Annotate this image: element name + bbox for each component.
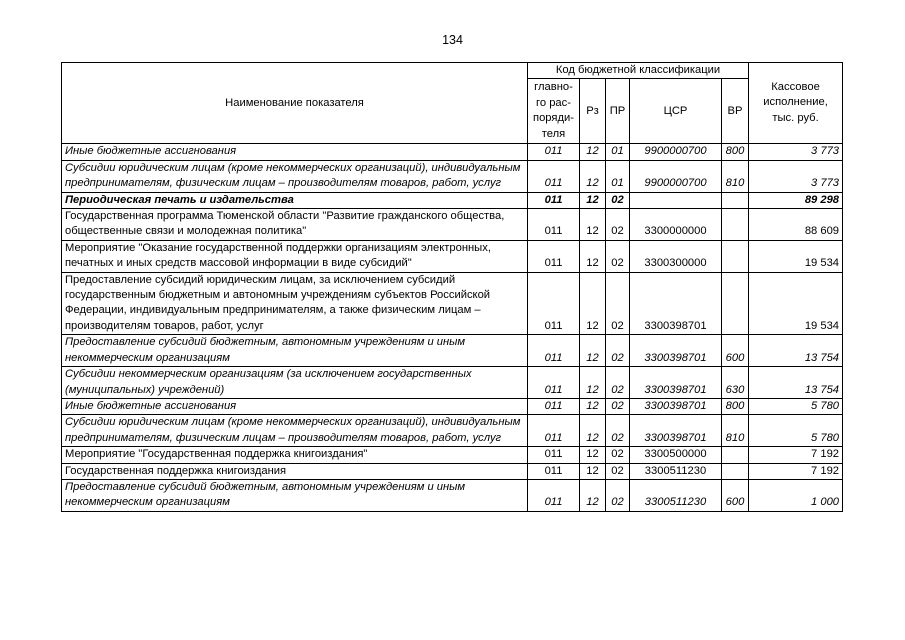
- cell-pr: 02: [606, 479, 630, 511]
- cell-rz: 12: [580, 272, 606, 335]
- cell-pr: 02: [606, 335, 630, 367]
- cell-vr: [722, 192, 749, 208]
- cell-csr: 3300398701: [630, 415, 722, 447]
- table-row: [62, 192, 843, 208]
- table-row: [62, 398, 843, 414]
- cell-vr: 810: [722, 415, 749, 447]
- cell-amount: 13 754: [749, 367, 843, 399]
- cell-rz: 12: [580, 192, 606, 208]
- cell-pr: 02: [606, 209, 630, 241]
- table-row: [62, 144, 843, 160]
- cell-grbs: 011: [528, 272, 580, 335]
- cell-name: Периодическая печать и издательства: [62, 192, 528, 208]
- cell-vr: 600: [722, 335, 749, 367]
- table-row: [62, 479, 843, 511]
- table-header: [62, 63, 843, 144]
- cell-amount: 19 534: [749, 272, 843, 335]
- cell-vr: [722, 209, 749, 241]
- cell-name: Предоставление субсидий бюджетным, автономным учреждениям и иным некоммерческим организациям: [62, 479, 528, 511]
- cell-pr: 02: [606, 367, 630, 399]
- table-body: [62, 144, 843, 511]
- page-number: 134: [442, 33, 463, 47]
- cell-grbs: 011: [528, 415, 580, 447]
- cell-amount: 3 773: [749, 144, 843, 160]
- cell-grbs: 011: [528, 367, 580, 399]
- cell-name: Мероприятие "Государственная поддержка книгоиздания": [62, 447, 528, 463]
- cell-rz: 12: [580, 209, 606, 241]
- cell-name: Предоставление субсидий бюджетным, автономным учреждениям и иным некоммерческим организациям: [62, 335, 528, 367]
- cell-pr: 02: [606, 240, 630, 272]
- table-row: [62, 160, 843, 192]
- cell-rz: 12: [580, 335, 606, 367]
- cell-pr: 02: [606, 447, 630, 463]
- header-grbs: главно- го рас- поряди- теля: [528, 79, 580, 144]
- cell-grbs: 011: [528, 144, 580, 160]
- header-csr: ЦСР: [630, 79, 722, 144]
- cell-grbs: 011: [528, 463, 580, 479]
- cell-csr: 3300398701: [630, 367, 722, 399]
- cell-name: Иные бюджетные ассигнования: [62, 398, 528, 414]
- cell-rz: 12: [580, 240, 606, 272]
- cell-rz: 12: [580, 415, 606, 447]
- cell-grbs: 011: [528, 160, 580, 192]
- cell-csr: [630, 192, 722, 208]
- cell-amount: 7 192: [749, 447, 843, 463]
- table-row: [62, 240, 843, 272]
- cell-name: Мероприятие "Оказание государственной поддержки организациям электронных, печатных и иных средств массовой информации в виде субсидий": [62, 240, 528, 272]
- table-row: [62, 272, 843, 335]
- cell-grbs: 011: [528, 209, 580, 241]
- header-amount: Кассовое исполнение, тыс. руб.: [749, 63, 843, 144]
- cell-grbs: 011: [528, 447, 580, 463]
- table-row: [62, 415, 843, 447]
- cell-csr: 3300500000: [630, 447, 722, 463]
- cell-rz: 12: [580, 463, 606, 479]
- cell-csr: 3300000000: [630, 209, 722, 241]
- cell-pr: 02: [606, 398, 630, 414]
- table-row: [62, 209, 843, 241]
- cell-grbs: 011: [528, 479, 580, 511]
- cell-grbs: 011: [528, 240, 580, 272]
- cell-vr: 800: [722, 144, 749, 160]
- cell-csr: 3300511230: [630, 463, 722, 479]
- cell-vr: 810: [722, 160, 749, 192]
- cell-name: Субсидии юридическим лицам (кроме некоммерческих организаций), индивидуальным предпринимателям, физическим лицам – производителям товаров, работ, услуг: [62, 415, 528, 447]
- table-row: [62, 447, 843, 463]
- table-row: [62, 335, 843, 367]
- cell-csr: 9900000700: [630, 144, 722, 160]
- cell-vr: [722, 447, 749, 463]
- cell-rz: 12: [580, 160, 606, 192]
- cell-amount: 5 780: [749, 398, 843, 414]
- cell-csr: 3300398701: [630, 335, 722, 367]
- cell-vr: [722, 463, 749, 479]
- cell-pr: 02: [606, 463, 630, 479]
- header-pr: ПР: [606, 79, 630, 144]
- cell-name: Субсидии некоммерческим организациям (за исключением государственных (муниципальных) учреждений): [62, 367, 528, 399]
- cell-grbs: 011: [528, 335, 580, 367]
- cell-csr: 9900000700: [630, 160, 722, 192]
- cell-pr: 01: [606, 144, 630, 160]
- header-name: Наименование показателя: [62, 63, 528, 144]
- cell-rz: 12: [580, 367, 606, 399]
- cell-name: Субсидии юридическим лицам (кроме некоммерческих организаций), индивидуальным предпринимателям, физическим лицам – производителям товаров, работ, услуг: [62, 160, 528, 192]
- cell-name: Предоставление субсидий юридическим лицам, за исключением субсидий государственным бюджетным и автономным учреждениям субъектов Российской Федерации, индивидуальным предпринимателям, а также физическим лицам – производителям товаров, работ, услуг: [62, 272, 528, 335]
- table-row: [62, 367, 843, 399]
- cell-amount: 89 298: [749, 192, 843, 208]
- cell-vr: 800: [722, 398, 749, 414]
- budget-table: [61, 62, 843, 512]
- cell-amount: 3 773: [749, 160, 843, 192]
- cell-name: Иные бюджетные ассигнования: [62, 144, 528, 160]
- cell-grbs: 011: [528, 398, 580, 414]
- cell-amount: 88 609: [749, 209, 843, 241]
- cell-grbs: 011: [528, 192, 580, 208]
- cell-rz: 12: [580, 398, 606, 414]
- cell-rz: 12: [580, 479, 606, 511]
- cell-rz: 12: [580, 144, 606, 160]
- cell-csr: 3300398701: [630, 398, 722, 414]
- header-vr: ВР: [722, 79, 749, 144]
- cell-name: Государственная поддержка книгоиздания: [62, 463, 528, 479]
- cell-amount: 7 192: [749, 463, 843, 479]
- header-rz: Рз: [580, 79, 606, 144]
- cell-vr: 630: [722, 367, 749, 399]
- cell-pr: 02: [606, 192, 630, 208]
- cell-pr: 02: [606, 415, 630, 447]
- cell-csr: 3300511230: [630, 479, 722, 511]
- cell-csr: 3300398701: [630, 272, 722, 335]
- table-row: [62, 463, 843, 479]
- cell-rz: 12: [580, 447, 606, 463]
- cell-amount: 13 754: [749, 335, 843, 367]
- header-classification-group: Код бюджетной классификации: [528, 63, 749, 79]
- cell-pr: 02: [606, 272, 630, 335]
- cell-vr: 600: [722, 479, 749, 511]
- cell-amount: 1 000: [749, 479, 843, 511]
- cell-amount: 5 780: [749, 415, 843, 447]
- cell-pr: 01: [606, 160, 630, 192]
- cell-vr: [722, 272, 749, 335]
- cell-name: Государственная программа Тюменской области "Развитие гражданского общества, общественные связи и молодежная политика": [62, 209, 528, 241]
- cell-vr: [722, 240, 749, 272]
- cell-csr: 3300300000: [630, 240, 722, 272]
- cell-amount: 19 534: [749, 240, 843, 272]
